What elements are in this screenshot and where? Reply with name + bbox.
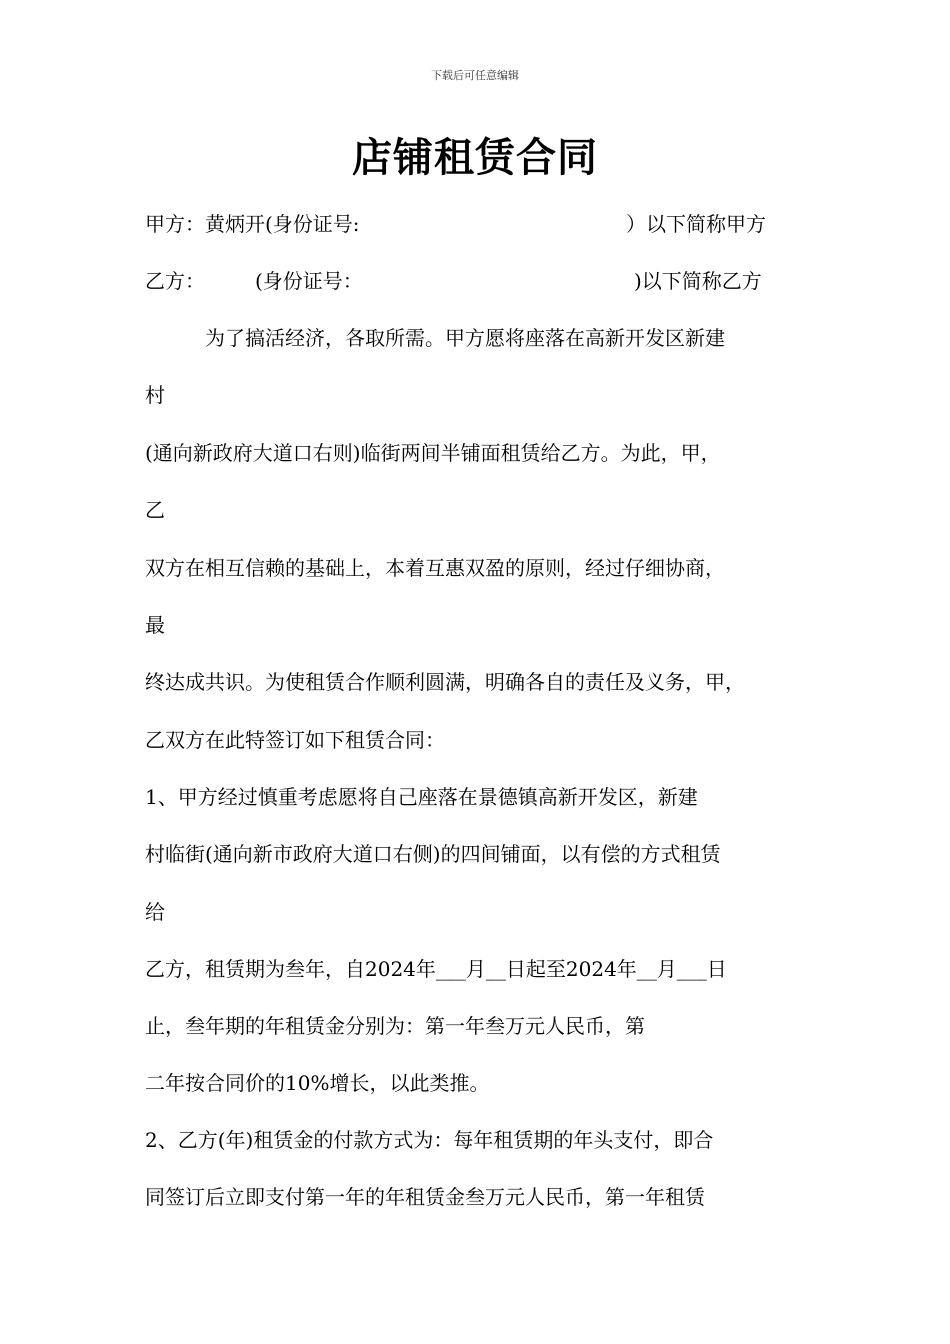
body-line: 乙方，租赁期为叁年，自2024年___月__日起至2024年__月___日 (145, 957, 727, 981)
body-line: 1、甲方经过慎重考虑愿将自己座落在景德镇高新开发区，新建 (145, 785, 698, 809)
body-line: 乙双方在此特签订如下租赁合同： (145, 728, 445, 752)
body-line: 村临街(通向新市政府大道口右侧)的四间铺面，以有偿的方式租赁 (145, 842, 721, 866)
body-line: 村 (145, 383, 165, 407)
body-line: 最 (145, 613, 165, 637)
party-b-line (145, 268, 363, 294)
body-line: 止，叁年期的年租赁金分别为：第一年叁万元人民币，第 (145, 1014, 645, 1038)
body-line: 终达成共识。为使租赁合作顺利圆满，明确各自的责任及义务，甲， (145, 670, 745, 694)
party-b-label: 乙方： (身份证号： (145, 269, 363, 293)
party-a-tail: ）以下简称甲方 (626, 212, 766, 236)
header-note: 下载后可任意编辑 (431, 69, 519, 82)
body-line: 二年按合同价的10%增长，以此类推。 (145, 1071, 490, 1095)
body-line: 同签订后立即支付第一年的年租赁金叁万元人民币，第一年租赁 (145, 1185, 705, 1209)
party-b-tail: )以下简称乙方 (634, 269, 762, 293)
party-a-line (145, 211, 360, 237)
body-line: 双方在相互信赖的基础上，本着互惠双盈的原则，经过仔细协商， (145, 556, 725, 580)
body-line: 乙 (145, 498, 165, 522)
body-line: 为了搞活经济，各取所需。甲方愿将座落在高新开发区新建 (145, 326, 725, 350)
body-line: (通向新政府大道口右则)临街两间半铺面租赁给乙方。为此，甲， (145, 441, 721, 465)
body-line: 给 (145, 900, 165, 924)
party-a-label: 甲方：黄炳开(身份证号: (145, 212, 360, 236)
body-line: 2、乙方(年)租赁金的付款方式为：每年租赁期的年头支付，即合 (145, 1128, 714, 1152)
document-title: 店铺租赁合同 (352, 135, 598, 181)
